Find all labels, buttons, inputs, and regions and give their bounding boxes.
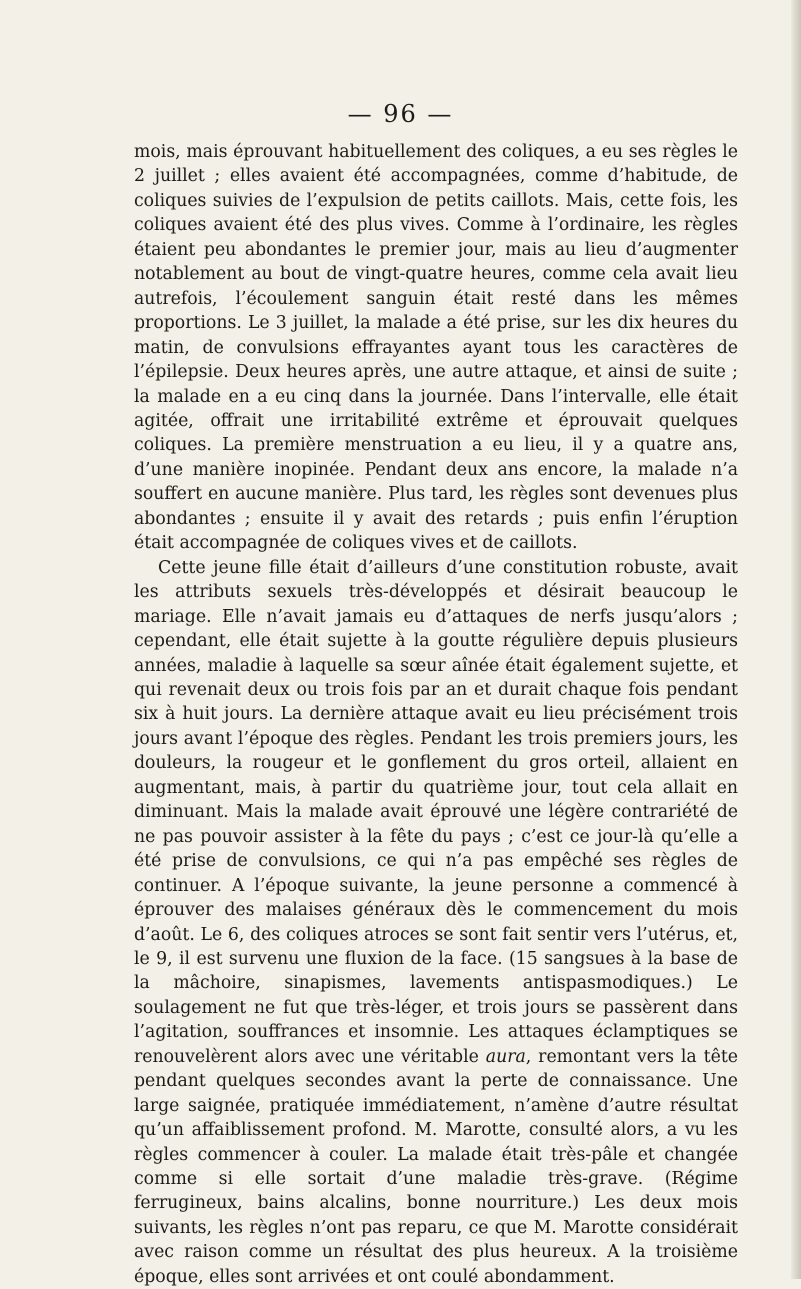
paragraph-1-text: mois, mais éprouvant habituellement des coliques, a eu ses règles le 2 juillet ; elles avaient été accompagnées, comme d’habitude, de coliques suivies de l’expulsion de petits caillots. Mais, cette fois, les coliques avaient été des plus vives. Comme à l’ordinaire, les règles étaient peu abondantes le premier jour, mais au lieu d’augmenter notablement au bout de vingt-quatre heures, comme cela avait lieu autrefois, l’écoulement sanguin était resté dans les mêmes proportions. Le 3 juillet, la malade a été prise, sur les dix heures du matin, de convulsions effrayantes ayant tous les caractères de l’épilepsie. Deux heures après, une autre attaque, et ainsi de suite ; la malade en a eu cinq dans la journée. Dans l’intervalle, elle était agitée, offrait une irritabilité extrême et éprouvait quelques coliques. La première menstruation a eu lieu, il y a quatre ans, d’une manière inopinée. Pendant deux ans encore, la malade n’a souffert en aucune manière. Plus tard, les règles sont devenues plus abondantes ; ensuite il y avait des retards ; puis enfin l’éruption était accompagnée de coliques vives et de caillots. [134,142,738,554]
paragraph-2-text-b: , remontant vers la tête pendant quelques secondes avant la perte de connaissance. Une large saignée, pratiquée immédiatement, n’amène d’autre résultat qu’un affaiblissement profond. M. Marotte, consulté alors, a vu les règles commencer à couler. La malade était très-pâle et changée comme si elle sortait d’une maladie très-grave. (Régime ferrugineux, bains alcalins, bonne nourriture.) Les deux mois suivants, les règles n’ont pas reparu, ce que M. Marotte considérait avec raison comme un résultat des plus heureux. A la troisième époque, elles sont arrivées et ont coulé abondamment. [134,1046,738,1287]
paragraph-2 [134,556,738,1289]
paragraph-2-text-a: Cette jeune fille était d’ailleurs d’une constitution robuste, avait les attributs sexuels très-développés et désirait beaucoup le mariage. Elle n’avait jamais eu d’attaques de nerfs jusqu’alors ; cependant, elle était sujette à la goutte régulière depuis plusieurs années, maladie à laquelle sa sœur aînée était également sujette, et qui revenait deux ou trois fois par an et durait chaque fois pendant six à huit jours. La dernière attaque avait eu lieu précisément trois jours avant l’époque des règles. Pendant les trois premiers jours, les douleurs, la rougeur et le gonflement du gros orteil, allaient en augmentant, mais, à partir du quatrième jour, tout cela allait en diminuant. Mais la malade avait éprouvé une légère contrariété de ne pas pouvoir assister à la fête du pays ; c’est ce jour-là qu’elle a été prise de convulsions, ce qui n’a pas empêché ses règles de continuer. A l’époque suivante, la jeune personne a commencé à éprouver des malaises généraux dès le commencement du mois d’août. Le 6, des coliques atroces se sont fait sentir vers l’utérus, et, le 9, il est survenu une fluxion de la face. (15 sangsues à la base de la mâchoire, sinapismes, lavements antispasmodiques.) Le soulagement ne fut que très-léger, et trois jours se passèrent dans l’agitation, souffrances et insomnie. Les attaques éclamptiques se renouvelèrent alors avec une véritable [134,557,738,1067]
page-number: — 96 — [347,100,454,128]
body-text [134,140,738,1289]
paragraph-1 [134,140,738,556]
page-edge [791,0,801,1279]
paragraph-2-italic-aura: aura [485,1046,526,1067]
